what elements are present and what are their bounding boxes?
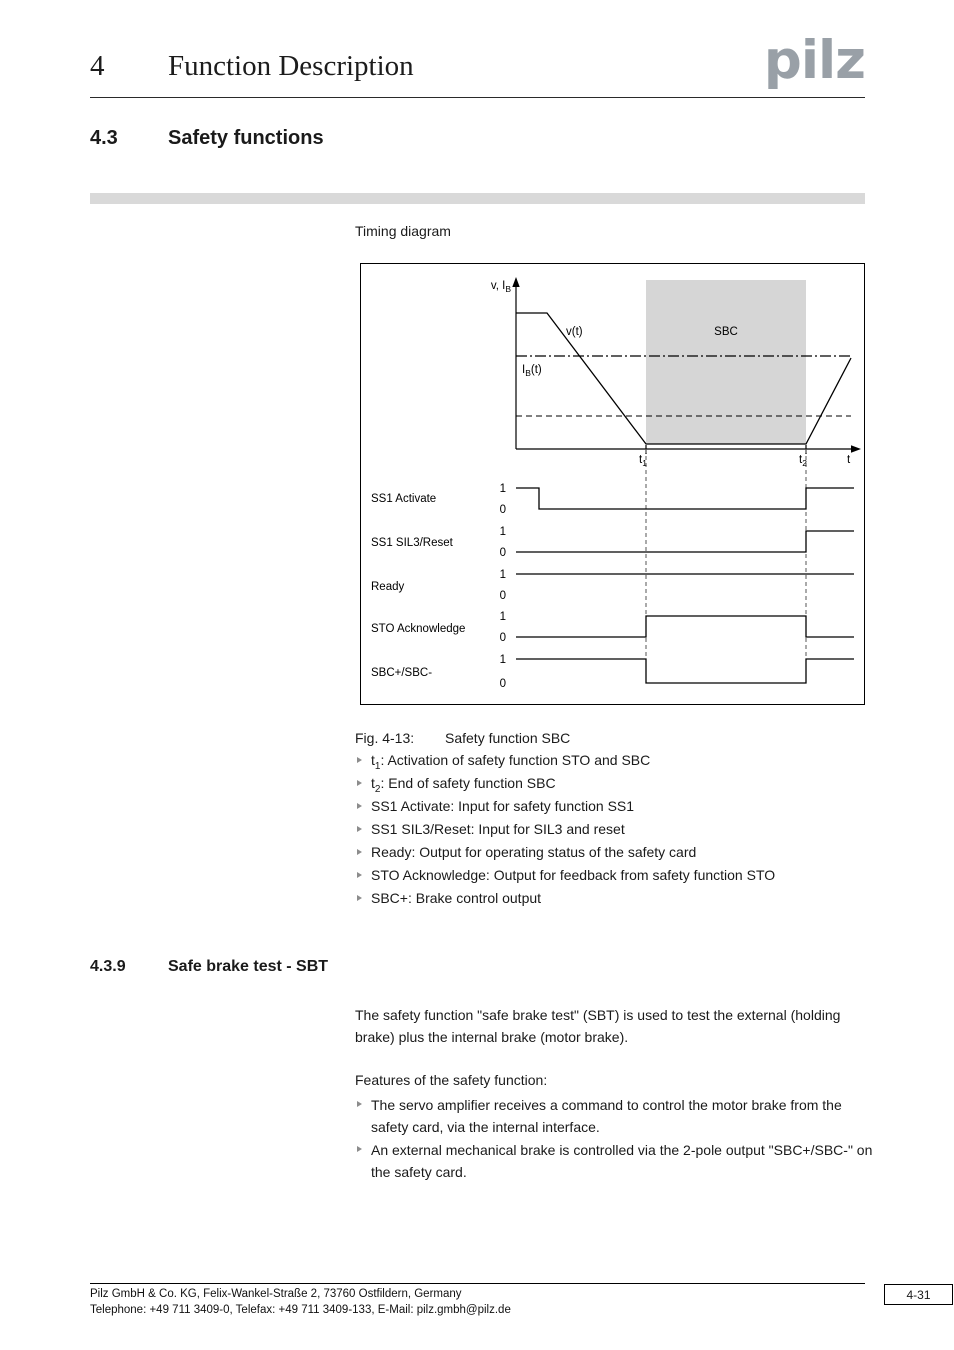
t2-label: $t_2$ [799, 454, 807, 468]
trace-sto-acknowledge [516, 616, 854, 637]
signal-label-ss1-sil3-reset: SS1 SIL3/Reset [371, 537, 453, 549]
level-high-label: 1 [499, 569, 506, 581]
trace-ss1-sil3-reset [516, 531, 854, 552]
legend-item: SBC+: Brake control output [355, 890, 870, 907]
footer-divider [90, 1283, 865, 1284]
section-divider-bar [90, 193, 865, 204]
timing-diagram-svg [361, 264, 864, 704]
bullet-arrow-icon [357, 803, 362, 809]
figure-caption-text: Safety function SBC [445, 730, 571, 746]
t-axis-arrow-icon [851, 445, 861, 452]
level-low-label: 0 [499, 632, 506, 644]
sbc-region [646, 280, 806, 444]
figure-intro: Timing diagram [355, 223, 451, 239]
legend-item: STO Acknowledge: Output for feedback from safety function STO [355, 867, 870, 884]
bullet-arrow-icon [357, 1101, 362, 1107]
header-divider [90, 97, 865, 98]
section-heading [90, 127, 324, 150]
t1-label: $t_1$ [639, 454, 647, 468]
signal-label-sto-acknowledge: STO Acknowledge [371, 623, 466, 635]
legend-item: $t_1$: Activation of safety function STO and SBC [355, 752, 870, 769]
page-number: 4-31 [884, 1284, 953, 1305]
figure-caption-label: Fig. 4-13: [355, 730, 415, 746]
subsection-title: Safe brake test - SBT [168, 958, 329, 975]
subsection-number: 4.3.9 [90, 958, 126, 975]
level-low-label: 0 [499, 678, 506, 690]
feature-item: The servo amplifier receives a command to control the motor brake from the safety card, via the internal interface. [355, 1094, 875, 1138]
bullet-arrow-icon [357, 872, 362, 878]
footer-address: Pilz GmbH & Co. KG, Felix-Wankel-Straße 2, 73760 Ostfildern, Germany [90, 1288, 462, 1300]
sbc-region-label: SBC [714, 326, 738, 338]
features-label: Features of the safety function: [355, 1072, 548, 1088]
level-high-label: 1 [499, 526, 506, 538]
footer-contact: Telephone: +49 711 3409-0, Telefax: +49 711 3409-133, E-Mail: pilz.gmbh@pilz.de [90, 1303, 511, 1316]
ib-label: $I_B(t)$ [522, 364, 542, 378]
features-list [355, 1094, 875, 1184]
chapter-number: 4 [90, 50, 105, 82]
bullet-arrow-icon [357, 826, 362, 832]
bullet-arrow-icon [357, 895, 362, 901]
bullet-arrow-icon [357, 757, 362, 763]
trace-ss1-activate [516, 488, 854, 509]
level-low-label: 0 [499, 504, 506, 516]
figure-legend-list [355, 752, 870, 913]
chapter-title: Function Description [168, 50, 414, 82]
y-axis-label: v, $I_B$ [490, 280, 511, 294]
legend-item: $t_2$: End of safety function SBC [355, 775, 870, 792]
t-axis-end-label: t [847, 454, 851, 466]
figure-caption [355, 730, 570, 746]
level-low-label: 0 [499, 590, 506, 602]
trace-sbc-output [516, 659, 854, 683]
bullet-arrow-icon [357, 1146, 362, 1152]
subsection-heading [90, 958, 328, 976]
legend-item: SS1 Activate: Input for safety function SS1 [355, 798, 870, 815]
bullet-arrow-icon [357, 849, 362, 855]
level-high-label: 1 [499, 611, 506, 623]
y-axis-arrow-icon [512, 277, 519, 287]
section-title: Safety functions [168, 127, 324, 149]
chapter-header [90, 50, 414, 83]
legend-item: SS1 SIL3/Reset: Input for SIL3 and reset [355, 821, 870, 838]
signal-label-ss1-activate: SS1 Activate [371, 493, 437, 505]
feature-item: An external mechanical brake is controlled via the 2-pole output "SBC+/SBC-" on the safety card. [355, 1139, 875, 1183]
signal-label-sbc: SBC+/SBC- [371, 667, 433, 679]
signal-label-ready: Ready [371, 581, 405, 593]
pilz-logo: pilz [763, 30, 865, 91]
legend-item: Ready: Output for operating status of the safety card [355, 844, 870, 861]
v-curve-label: v(t) [566, 326, 583, 338]
bullet-arrow-icon [357, 780, 362, 786]
timing-diagram [360, 263, 865, 705]
section-number: 4.3 [90, 127, 118, 149]
body-paragraph: The safety function "safe brake test" (SBT) is used to test the external (holding brake) plus the internal brake (motor brake). [355, 1007, 841, 1045]
footer-text [90, 1287, 511, 1318]
level-high-label: 1 [499, 483, 506, 495]
level-high-label: 1 [499, 654, 506, 666]
level-low-label: 0 [499, 547, 506, 559]
